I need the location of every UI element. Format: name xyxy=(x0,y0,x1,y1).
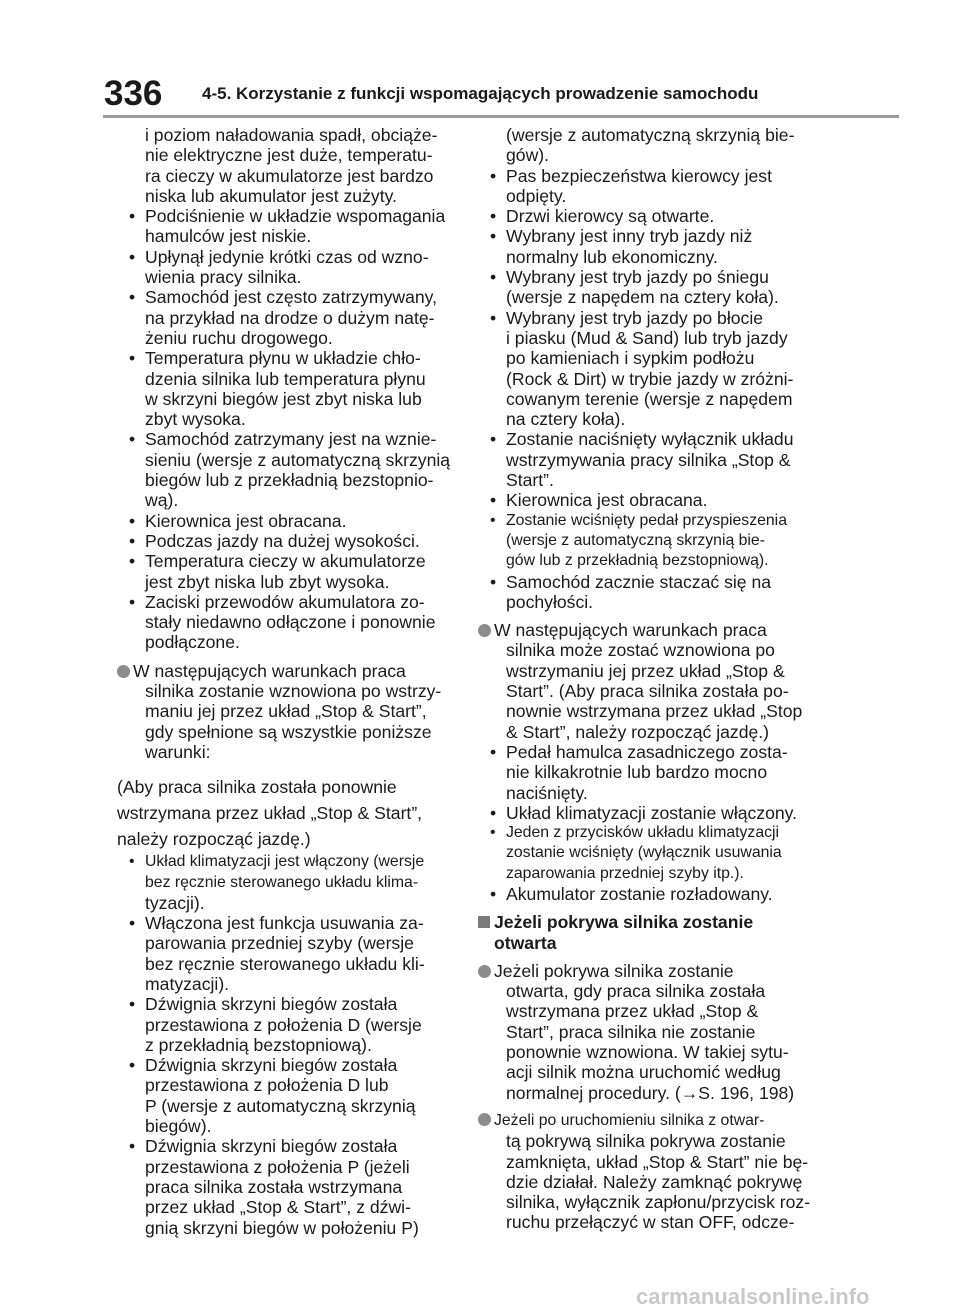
text-line: Start”. (Aby praca silnika została po- xyxy=(506,681,789,702)
bullet-icon: • xyxy=(129,853,135,871)
text-line: Kierownica jest obracana. xyxy=(506,490,708,511)
bullet-icon: • xyxy=(129,591,136,612)
text-line: silnika zostanie wznowiona po wstrzy- xyxy=(145,681,442,702)
text-line: naciśnięty. xyxy=(506,782,588,803)
list-item xyxy=(117,913,457,933)
text-continuation xyxy=(478,531,818,551)
text-line: z przekładnią bezstopniową). xyxy=(145,1034,372,1055)
header-divider xyxy=(103,115,899,118)
text-line: gów lub z przekładnią bezstopniową). xyxy=(506,552,769,570)
text-line: przestawiona z położenia P (jeżeli xyxy=(145,1156,410,1177)
text-line: należy rozpocząć jazdę.) xyxy=(117,829,311,850)
text-line: maniu jej przez układ „Stop & Start”, xyxy=(145,701,427,722)
text-continuation xyxy=(117,166,457,186)
text-continuation xyxy=(117,954,457,974)
text-continuation xyxy=(478,551,818,571)
text-line: Układ klimatyzacji jest włączony (wersje xyxy=(145,853,425,871)
text-line: normalnej procedury. (→S. 196, 198) xyxy=(506,1082,795,1103)
paragraph-spacer xyxy=(478,953,818,961)
text-line: Wybrany jest inny tryb jazdy niż xyxy=(506,226,753,247)
text-continuation xyxy=(478,348,818,368)
bullet-icon: • xyxy=(490,741,497,762)
text-line: Temperatura płynu w układzie chło- xyxy=(145,348,421,369)
list-item xyxy=(117,531,457,551)
text-line: pochyłości. xyxy=(506,591,594,612)
text-continuation xyxy=(117,893,457,913)
list-item xyxy=(478,226,818,246)
text-line: Podczas jazdy na dużej wysokości. xyxy=(145,530,420,551)
bullet-icon: • xyxy=(490,511,496,529)
list-item xyxy=(117,1136,457,1156)
text-continuation xyxy=(117,1096,457,1116)
text-continuation xyxy=(117,125,457,145)
text-continuation xyxy=(478,701,818,721)
filled-circle-icon xyxy=(478,1113,491,1126)
text-line: przestawiona z położenia D lub xyxy=(145,1075,389,1096)
text-line: przez układ „Stop & Start”, z dźwi- xyxy=(145,1197,411,1218)
text-continuation xyxy=(478,783,818,803)
list-item xyxy=(478,742,818,762)
list-item xyxy=(117,247,457,267)
text-continuation xyxy=(478,247,818,267)
text-line: Samochód jest często zatrzymywany, xyxy=(145,287,438,308)
text-line: tą pokrywą silnika pokrywa zostanie xyxy=(506,1131,786,1152)
paragraph-line xyxy=(117,774,457,800)
bullet-icon: • xyxy=(490,307,497,328)
text-continuation xyxy=(117,409,457,429)
text-continuation xyxy=(117,1157,457,1177)
text-line: nownie wstrzymana przez układ „Stop xyxy=(506,701,803,722)
filled-square-icon xyxy=(478,916,490,928)
list-item xyxy=(117,1055,457,1075)
subheading-continuation xyxy=(478,933,818,953)
text-line: wą). xyxy=(145,490,179,511)
text-continuation xyxy=(117,369,457,389)
list-item xyxy=(478,206,818,226)
bullet-icon: • xyxy=(490,571,497,592)
list-item xyxy=(478,803,818,823)
text-line: Start”. xyxy=(506,470,554,491)
text-line: dzenia silnika lub temperatura płynu xyxy=(145,368,426,389)
text-line: zaparowania przedniej szyby itp.). xyxy=(506,864,744,882)
list-item xyxy=(478,429,818,449)
text-line: Włączona jest funkcja usuwania za- xyxy=(145,913,424,934)
text-line: nie kilkakrotnie lub bardzo mocno xyxy=(506,762,768,783)
text-line: Drzwi kierowcy są otwarte. xyxy=(506,206,715,227)
list-item xyxy=(117,206,457,226)
text-line: wstrzymaniu jej przez układ „Stop & xyxy=(506,660,785,681)
text-continuation xyxy=(117,1075,457,1095)
text-line: Pedał hamulca zasadniczego zosta- xyxy=(506,741,788,762)
bullet-icon: • xyxy=(129,206,136,227)
text-continuation xyxy=(478,722,818,742)
text-line: Dźwignia skrzyni biegów została xyxy=(145,1055,398,1076)
text-line: wstrzymana przez układ „Stop & Start”, xyxy=(117,803,423,824)
text-line: cowanym terenie (wersje z napędem xyxy=(506,388,793,409)
text-continuation xyxy=(478,1022,818,1042)
list-item xyxy=(478,267,818,287)
text-line: otwarta xyxy=(494,932,557,953)
text-line: biegów). xyxy=(145,1116,212,1137)
text-line: Temperatura cieczy w akumulatorze xyxy=(145,551,426,572)
list-item xyxy=(478,511,818,531)
text-line: bez ręcznie sterowanego układu kli- xyxy=(145,953,425,974)
text-line: acji silnik można uruchomić według xyxy=(506,1062,781,1083)
text-continuation xyxy=(117,572,457,592)
note-paragraph xyxy=(478,1111,818,1131)
list-item xyxy=(117,511,457,531)
text-continuation xyxy=(117,701,457,721)
list-item xyxy=(478,823,818,843)
page-number: 336 xyxy=(104,74,163,113)
text-continuation xyxy=(478,409,818,429)
text-line: Wybrany jest tryb jazdy po błocie xyxy=(506,307,764,328)
text-line: na przykład na drodze o dużym natę- xyxy=(145,307,435,328)
subheading xyxy=(478,912,818,932)
text-continuation xyxy=(117,1177,457,1197)
text-line: ruchu przełączyć w stan OFF, odcze- xyxy=(506,1212,795,1233)
bullet-icon: • xyxy=(490,165,497,186)
text-continuation xyxy=(117,722,457,742)
text-line: zostanie wciśnięty (wyłącznik usuwania xyxy=(506,844,782,862)
text-continuation xyxy=(478,1131,818,1151)
text-line: dzie działał. Należy zamknąć pokrywę xyxy=(506,1171,803,1192)
text-continuation xyxy=(478,1083,818,1103)
text-continuation xyxy=(478,287,818,307)
text-continuation xyxy=(117,470,457,490)
bullet-icon: • xyxy=(129,1136,136,1157)
text-line: na cztery koła). xyxy=(506,409,626,430)
text-continuation xyxy=(117,267,457,287)
note-paragraph xyxy=(117,661,457,681)
bullet-icon: • xyxy=(129,530,136,551)
text-continuation xyxy=(478,450,818,470)
list-item xyxy=(117,551,457,571)
list-item xyxy=(478,308,818,328)
text-line: normalny lub ekonomiczny. xyxy=(506,246,718,267)
text-line: sieniu (wersje z automatyczną skrzynią xyxy=(145,449,451,470)
section-title: 4-5. Korzystanie z funkcji wspomagających prowadzenie samochodu xyxy=(202,84,759,103)
bullet-icon: • xyxy=(490,824,496,842)
bullet-icon: • xyxy=(490,883,497,904)
text-line: Samochód zacznie staczać się na xyxy=(506,571,772,592)
text-line: i piasku (Mud & Sand) lub tryb jazdy xyxy=(506,327,788,348)
text-line: nie elektryczne jest duże, temperatu- xyxy=(145,145,433,166)
filled-circle-icon xyxy=(117,665,130,678)
text-line: bez ręcznie sterowanego układu klima- xyxy=(145,873,419,891)
text-continuation xyxy=(117,933,457,953)
text-continuation xyxy=(478,592,818,612)
text-line: tyzacji). xyxy=(145,892,205,913)
text-line: Zostanie naciśnięty wyłącznik układu xyxy=(506,429,794,450)
text-continuation xyxy=(117,1218,457,1238)
text-continuation xyxy=(117,681,457,701)
note-paragraph xyxy=(478,961,818,981)
text-continuation xyxy=(117,186,457,206)
text-continuation xyxy=(117,1197,457,1217)
bullet-icon: • xyxy=(490,490,497,511)
text-line: Kierownica jest obracana. xyxy=(145,510,347,531)
text-line: podłączone. xyxy=(145,632,240,653)
text-line: zbyt wysoka. xyxy=(145,409,246,430)
text-line: Start”, praca silnika nie zostanie xyxy=(506,1021,756,1042)
bullet-icon: • xyxy=(129,913,136,934)
text-line: po kamieniach i sypkim podłożu xyxy=(506,348,755,369)
text-line: (Aby praca silnika została ponownie xyxy=(117,777,397,798)
text-continuation xyxy=(478,1001,818,1021)
text-continuation xyxy=(478,640,818,660)
text-continuation xyxy=(478,369,818,389)
list-item xyxy=(117,429,457,449)
text-line: biegów lub z przekładnią bezstopnio- xyxy=(145,470,434,491)
text-continuation xyxy=(117,742,457,762)
text-line: stały niedawno odłączone i ponownie xyxy=(145,612,436,633)
text-continuation xyxy=(478,1042,818,1062)
text-line: silnika może zostać wznowiona po xyxy=(506,640,775,661)
paragraph-spacer xyxy=(117,762,457,774)
text-continuation xyxy=(117,1116,457,1136)
text-continuation xyxy=(478,1062,818,1082)
text-line: gnią skrzyni biegów w położeniu P) xyxy=(145,1217,419,1238)
bullet-icon: • xyxy=(129,429,136,450)
text-line: Jeden z przycisków układu klimatyzacji xyxy=(506,824,780,842)
bullet-icon: • xyxy=(129,246,136,267)
text-line: silnika, wyłącznik zapłonu/przycisk roz- xyxy=(506,1192,811,1213)
text-line: Upłynął jedynie krótki czas od wzno- xyxy=(145,246,429,267)
text-line: Jeżeli pokrywa silnika zostanie xyxy=(494,960,734,981)
text-line: Układ klimatyzacji zostanie włączony. xyxy=(506,802,798,823)
bullet-icon: • xyxy=(490,802,497,823)
bullet-icon: • xyxy=(490,206,497,227)
paragraph-spacer xyxy=(478,612,818,620)
text-continuation xyxy=(478,1212,818,1232)
text-line: ponownie wznowiona. W takiej sytu- xyxy=(506,1042,789,1063)
text-line: gdy spełnione są wszystkie poniższe xyxy=(145,721,432,742)
text-continuation xyxy=(117,873,457,893)
text-continuation xyxy=(478,389,818,409)
text-continuation xyxy=(117,450,457,470)
text-continuation xyxy=(478,186,818,206)
bullet-icon: • xyxy=(490,429,497,450)
text-line: wienia pracy silnika. xyxy=(145,267,302,288)
text-line: Akumulator zostanie rozładowany. xyxy=(506,883,773,904)
text-line: (wersje z automatyczną skrzynią bie- xyxy=(506,531,765,549)
bullet-icon: • xyxy=(129,994,136,1015)
bullet-icon: • xyxy=(129,287,136,308)
list-item xyxy=(117,994,457,1014)
text-continuation xyxy=(478,1192,818,1212)
text-line: (wersje z automatyczną skrzynią bie- xyxy=(506,125,795,145)
text-line: matyzacji). xyxy=(145,973,230,994)
text-continuation xyxy=(478,762,818,782)
text-continuation xyxy=(478,328,818,348)
text-line: ra cieczy w akumulatorze jest bardzo xyxy=(145,165,434,186)
text-line: wstrzymywania pracy silnika „Stop & xyxy=(506,449,791,470)
page-header xyxy=(0,0,960,120)
text-continuation xyxy=(478,864,818,884)
text-line: Zostanie wciśnięty pedał przyspieszenia xyxy=(506,511,787,529)
text-line: praca silnika została wstrzymana xyxy=(145,1176,403,1197)
list-item xyxy=(478,884,818,904)
bullet-icon: • xyxy=(129,1055,136,1076)
text-line: Wybrany jest tryb jazdy po śniegu xyxy=(506,267,769,288)
right-column xyxy=(478,125,818,1233)
text-line: wstrzymana przez układ „Stop & xyxy=(506,1001,759,1022)
text-line: (wersje z napędem na cztery koła). xyxy=(506,287,779,308)
text-line: & Start”, należy rozpocząć jazdę.) xyxy=(506,721,770,742)
list-item xyxy=(117,852,457,872)
bullet-icon: • xyxy=(129,510,136,531)
list-item xyxy=(117,592,457,612)
text-line: odpięty. xyxy=(506,185,567,206)
text-line: Dźwignia skrzyni biegów została xyxy=(145,1136,398,1157)
text-continuation xyxy=(117,328,457,348)
list-item xyxy=(478,490,818,510)
text-line: w skrzyni biegów jest zbyt niska lub xyxy=(145,388,422,409)
text-line: W następujących warunkach praca xyxy=(133,660,406,681)
text-line: P (wersje z automatyczną skrzynią xyxy=(145,1095,416,1116)
text-line: W następujących warunkach praca xyxy=(494,620,767,641)
text-line: żeniu ruchu drogowego. xyxy=(145,327,333,348)
note-paragraph xyxy=(478,620,818,640)
text-line: gów). xyxy=(506,145,550,166)
paragraph-spacer xyxy=(478,1103,818,1111)
text-continuation xyxy=(117,612,457,632)
text-line: Samochód zatrzymany jest na wznie- xyxy=(145,429,437,450)
text-line: Zaciski przewodów akumulatora zo- xyxy=(145,591,425,612)
bullet-icon: • xyxy=(129,348,136,369)
list-item xyxy=(478,572,818,592)
text-continuation xyxy=(478,145,818,165)
text-line: Pas bezpieczeństwa kierowcy jest xyxy=(506,165,772,186)
bullet-icon: • xyxy=(490,226,497,247)
text-continuation xyxy=(478,470,818,490)
filled-circle-icon xyxy=(478,965,491,978)
text-continuation xyxy=(117,389,457,409)
text-continuation xyxy=(478,1172,818,1192)
paragraph-line xyxy=(117,800,457,826)
text-line: zamknięta, układ „Stop & Start” nie bę- xyxy=(506,1151,809,1172)
text-continuation xyxy=(478,661,818,681)
text-line: Jeżeli po uruchomieniu silnika z otwar- xyxy=(494,1111,765,1129)
bullet-icon: • xyxy=(490,267,497,288)
text-line: otwarta, gdy praca silnika została xyxy=(506,981,766,1002)
text-continuation xyxy=(478,125,818,145)
text-continuation xyxy=(117,490,457,510)
paragraph-line xyxy=(117,826,457,852)
filled-circle-icon xyxy=(478,624,491,637)
text-continuation xyxy=(117,226,457,246)
bullet-icon: • xyxy=(129,551,136,572)
text-continuation xyxy=(478,1152,818,1172)
watermark: carmanualsonline.info xyxy=(636,1284,870,1309)
list-item xyxy=(117,287,457,307)
text-continuation xyxy=(117,145,457,165)
text-continuation xyxy=(478,681,818,701)
text-line: Dźwignia skrzyni biegów została xyxy=(145,994,398,1015)
text-line: parowania przedniej szyby (wersje xyxy=(145,933,414,954)
text-line: hamulców jest niskie. xyxy=(145,226,312,247)
text-line: niska lub akumulator jest zużyty. xyxy=(145,185,397,206)
text-continuation xyxy=(478,981,818,1001)
text-line: przestawiona z położenia D (wersje xyxy=(145,1014,422,1035)
text-line: Jeżeli pokrywa silnika zostanie xyxy=(494,912,754,933)
text-continuation xyxy=(117,308,457,328)
text-line: i poziom naładowania spadł, obciąże- xyxy=(145,125,438,145)
list-item xyxy=(478,166,818,186)
text-continuation xyxy=(478,843,818,863)
left-column xyxy=(117,125,457,1238)
text-line: Podciśnienie w układzie wspomagania xyxy=(145,206,446,227)
text-continuation xyxy=(117,632,457,652)
text-continuation xyxy=(117,1035,457,1055)
list-item xyxy=(117,348,457,368)
paragraph-spacer xyxy=(117,653,457,661)
text-line: (Rock & Dirt) w trybie jazdy w zróżni- xyxy=(506,368,794,389)
text-continuation xyxy=(117,1015,457,1035)
text-line: jest zbyt niska lub zbyt wysoka. xyxy=(145,571,390,592)
text-continuation xyxy=(117,974,457,994)
text-line: warunki: xyxy=(145,741,211,762)
paragraph-spacer xyxy=(478,904,818,912)
